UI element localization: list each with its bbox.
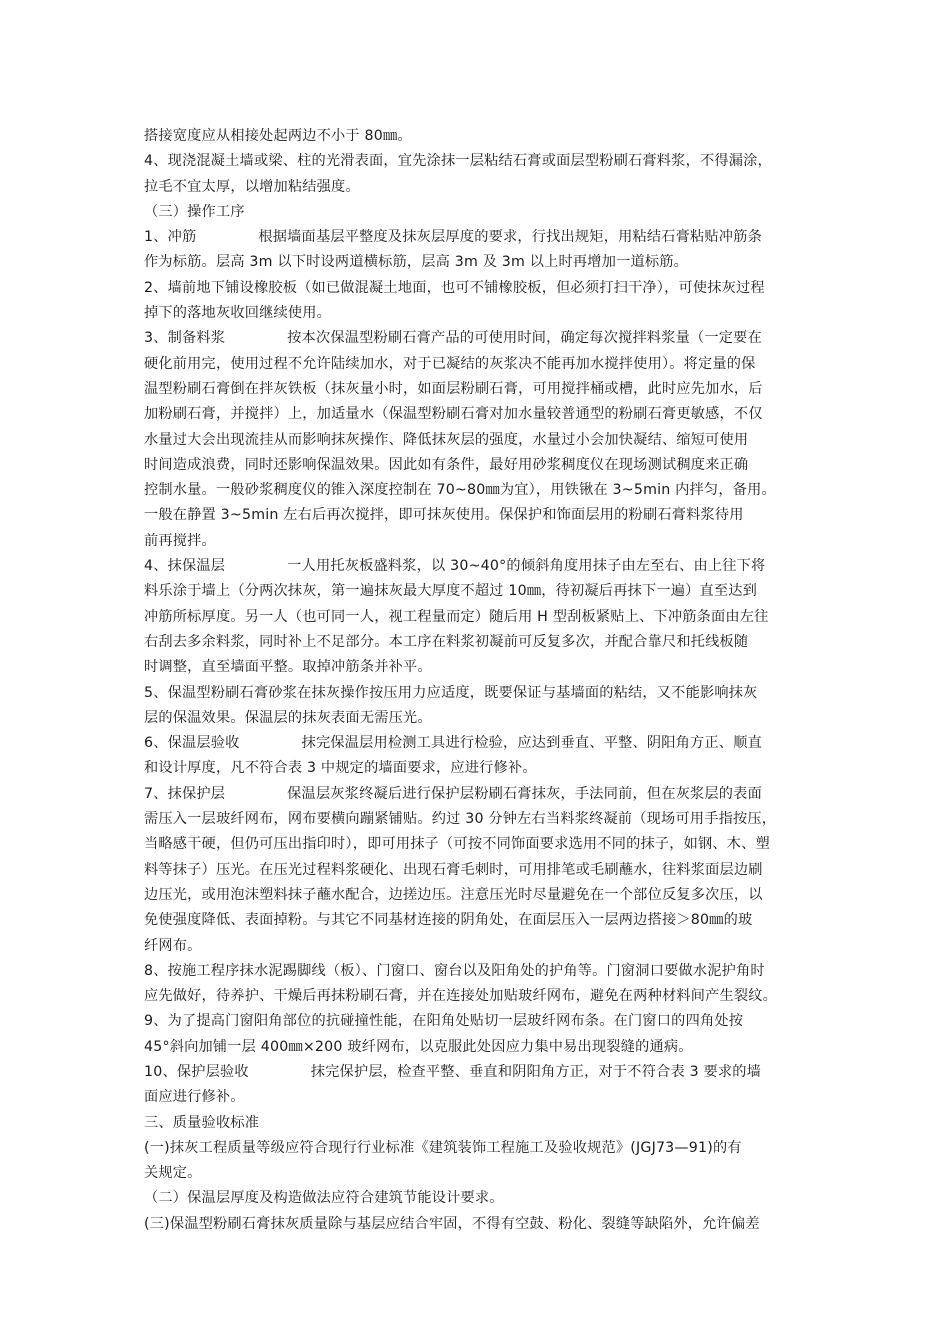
step-label: 1、冲筋: [144, 229, 197, 246]
text-line: 时调整，直至墙面平整。取掉冲筋条并补平。: [144, 659, 432, 676]
text-line: 免使强度降低、表面掉粉。与其它不同基材连接的阴角处，在面层压入一层两边搭接＞80㎜的玻: [144, 912, 753, 929]
text-line: (三)保温型粉刷石膏抹灰质量除与基层应结合牢固，不得有空鼓、粉化、裂缝等缺陷外，允许偏差: [144, 1215, 760, 1232]
text-line: 搭接宽度应从相接处起两边不小于 80㎜。: [144, 128, 412, 144]
text-line: 冲筋所标厚度。另一人（也可同一人，视工程量而定）随后用 H 型刮板紧贴上、下冲筋条面由左往: [144, 608, 769, 625]
text-line: 面应进行修补。: [144, 1089, 245, 1106]
text-line: 硬化前用完，使用过程不允许陆续加水，对于已凝结的灰浆决不能再加水搅拌使用）。将定量的保: [144, 355, 756, 372]
step-text: 根据墙面基层平整度及抹灰层厚度的要求，行找出规矩，用粘结石膏粘贴冲筋条: [258, 229, 762, 246]
text-line: 5、保温型粉刷石膏砂浆在抹灰操作按压用力应适度，既要保证与基墙面的粘结，又不能影响抹灰: [144, 684, 758, 701]
document-body: [144, 124, 810, 1237]
text-line: 温型粉刷石膏倒在拌灰铁板（抹灰量小时，如面层粉刷石膏，可用搅拌桶或槽，此时应先加水，后: [144, 380, 763, 397]
step-label: 7、抹保护层: [144, 785, 226, 802]
text-line: 作为标筋。层高 3m 以下时设两道横标筋，层高 3m 及 3m 以上时再增加一道标筋。: [144, 254, 689, 271]
text-line: [144, 1060, 810, 1085]
text-line: 应先做好，待养护、干燥后再抹粉刷石膏，并在连接处加贴玻纤网布，避免在两种材料间产生裂纹。: [144, 988, 778, 1005]
text-line: 时间造成浪费，同时还影响保温效果。因此如有条件，最好用砂浆稠度仪在现场测试稠度来正确: [144, 456, 749, 473]
text-line: 当略感干硬，但仍可压出指印时），即可用抹子（可按不同饰面要求选用不同的抹子，如钢、木、塑: [144, 836, 770, 853]
text-line: 右刮去多余料浆，同时补上不足部分。本工序在料浆初凝前可反复多次，并配合靠尺和托线板随: [144, 633, 749, 650]
text-line: 前再搅拌。: [144, 532, 216, 549]
text-line: (一)抹灰工程质量等级应符合现行行业标准《建筑装饰工程施工及验收规范》(JGJ73—91)的有: [144, 1139, 742, 1156]
text-line: [144, 731, 810, 756]
step-text: 按本次保温型粉刷石膏产品的可使用时间，确定每次搅拌料浆量（一定要在: [287, 330, 762, 347]
text-line: 需压入一层玻纤网布，网布要横向蹦紧铺贴。约过 30 分钟左右当料浆终凝前（现场可用手指按压，: [144, 811, 777, 828]
text-line: （二）保温层厚度及构造做法应符合建筑节能设计要求。: [144, 1190, 504, 1207]
text-line: 边压光，或用泡沫塑料抹子蘸水配合，边搓边压。注意压光时尽量避免在一个部位反复多次压，以: [144, 886, 763, 903]
text-line: 拉毛不宜太厚，以增加粘结强度。: [144, 178, 360, 195]
step-text: 保温层灰浆终凝后进行保护层粉刷石膏抹灰，手法同前，但在灰浆层的表面: [287, 785, 762, 802]
text-line: 2、墙前地下铺设橡胶板（如已做混凝土地面，也可不铺橡胶板，但必须打扫干净），可使抹灰过程: [144, 279, 765, 296]
step-label: 4、抹保温层: [144, 558, 226, 575]
text-line: 8、按施工程序抹水泥踢脚线（板）、门窗口、窗台以及阳角处的护角等。门窗洞口要做水泥护角时: [144, 962, 765, 979]
text-line: [144, 225, 810, 250]
text-line: [144, 782, 810, 807]
text-line: 掉下的落地灰收回继续使用。: [144, 305, 332, 322]
text-line: 4、现浇混凝土墙或梁、柱的光滑表面，宜先涂抹一层粘结石膏或面层型粉刷石膏料浆，不得漏涂，: [144, 153, 772, 170]
text-line: 一般在静置 3~5min 左右后再次搅拌，即可抹灰使用。保保护和饰面层用的粉刷石膏料浆待用: [144, 507, 744, 524]
text-line: 和设计厚度，凡不符合表 3 中规定的墙面要求，应进行修补。: [144, 760, 537, 777]
text-line: 层的保温效果。保温层的抹灰表面无需压光。: [144, 709, 432, 726]
text-line: 料乐涂于墙上（分两次抹灰，第一遍抹灰最大厚度不超过 10㎜，待初凝后再抹下一遍）直至达到: [144, 583, 758, 600]
text-line: [144, 554, 810, 579]
text-line: 控制水量。一般砂浆稠度仪的锥入深度控制在 70~80㎜为宜），用铁锹在 3~5min 内拌匀，备用。: [144, 482, 776, 499]
step-label: 10、保护层验收: [144, 1063, 249, 1080]
step-text: 抹完保护层，检查平整、垂直和阴阳角方正，对于不符合表 3 要求的墙: [310, 1063, 762, 1080]
text-line: 纤网布。: [144, 937, 202, 954]
text-line: 料等抹子）压光。在压光过程料浆硬化、出现石膏毛刺时，可用排笔或毛刷蘸水，往料浆面层边刷: [144, 861, 763, 878]
section-heading: 三、质量验收标准: [144, 1114, 260, 1131]
step-text: 一人用托灰板盛料浆，以 30~40°的倾斜角度用抹子由左至右、由上往下将: [287, 558, 766, 575]
step-label: 3、制备料浆: [144, 330, 226, 347]
section-heading: （三）操作工序: [144, 203, 245, 220]
text-line: 关规定。: [144, 1165, 202, 1182]
text-line: 45°斜向加铺一层 400㎜×200 玻纤网布，以克服此处因应力集中易出现裂缝的通病。: [144, 1038, 693, 1055]
step-label: 6、保温层验收: [144, 735, 240, 752]
text-line: [144, 326, 810, 351]
step-text: 抹完保温层用检测工具进行检验，应达到垂直、平整、阴阳角方正、顺直: [301, 735, 762, 752]
text-line: 加粉刷石膏，并搅拌）上，加适量水（保温型粉刷石膏对加水量较普通型的粉刷石膏更敏感，不仅: [144, 406, 763, 423]
text-line: 9、为了提高门窗阳角部位的抗碰撞性能，在阳角处贴切一层玻纤网布条。在门窗口的四角处按: [144, 1013, 744, 1030]
text-line: 水量过大会出现流挂从而影响抹灰操作、降低抹灰层的强度，水量过小会加快凝结、缩短可使用: [144, 431, 749, 448]
